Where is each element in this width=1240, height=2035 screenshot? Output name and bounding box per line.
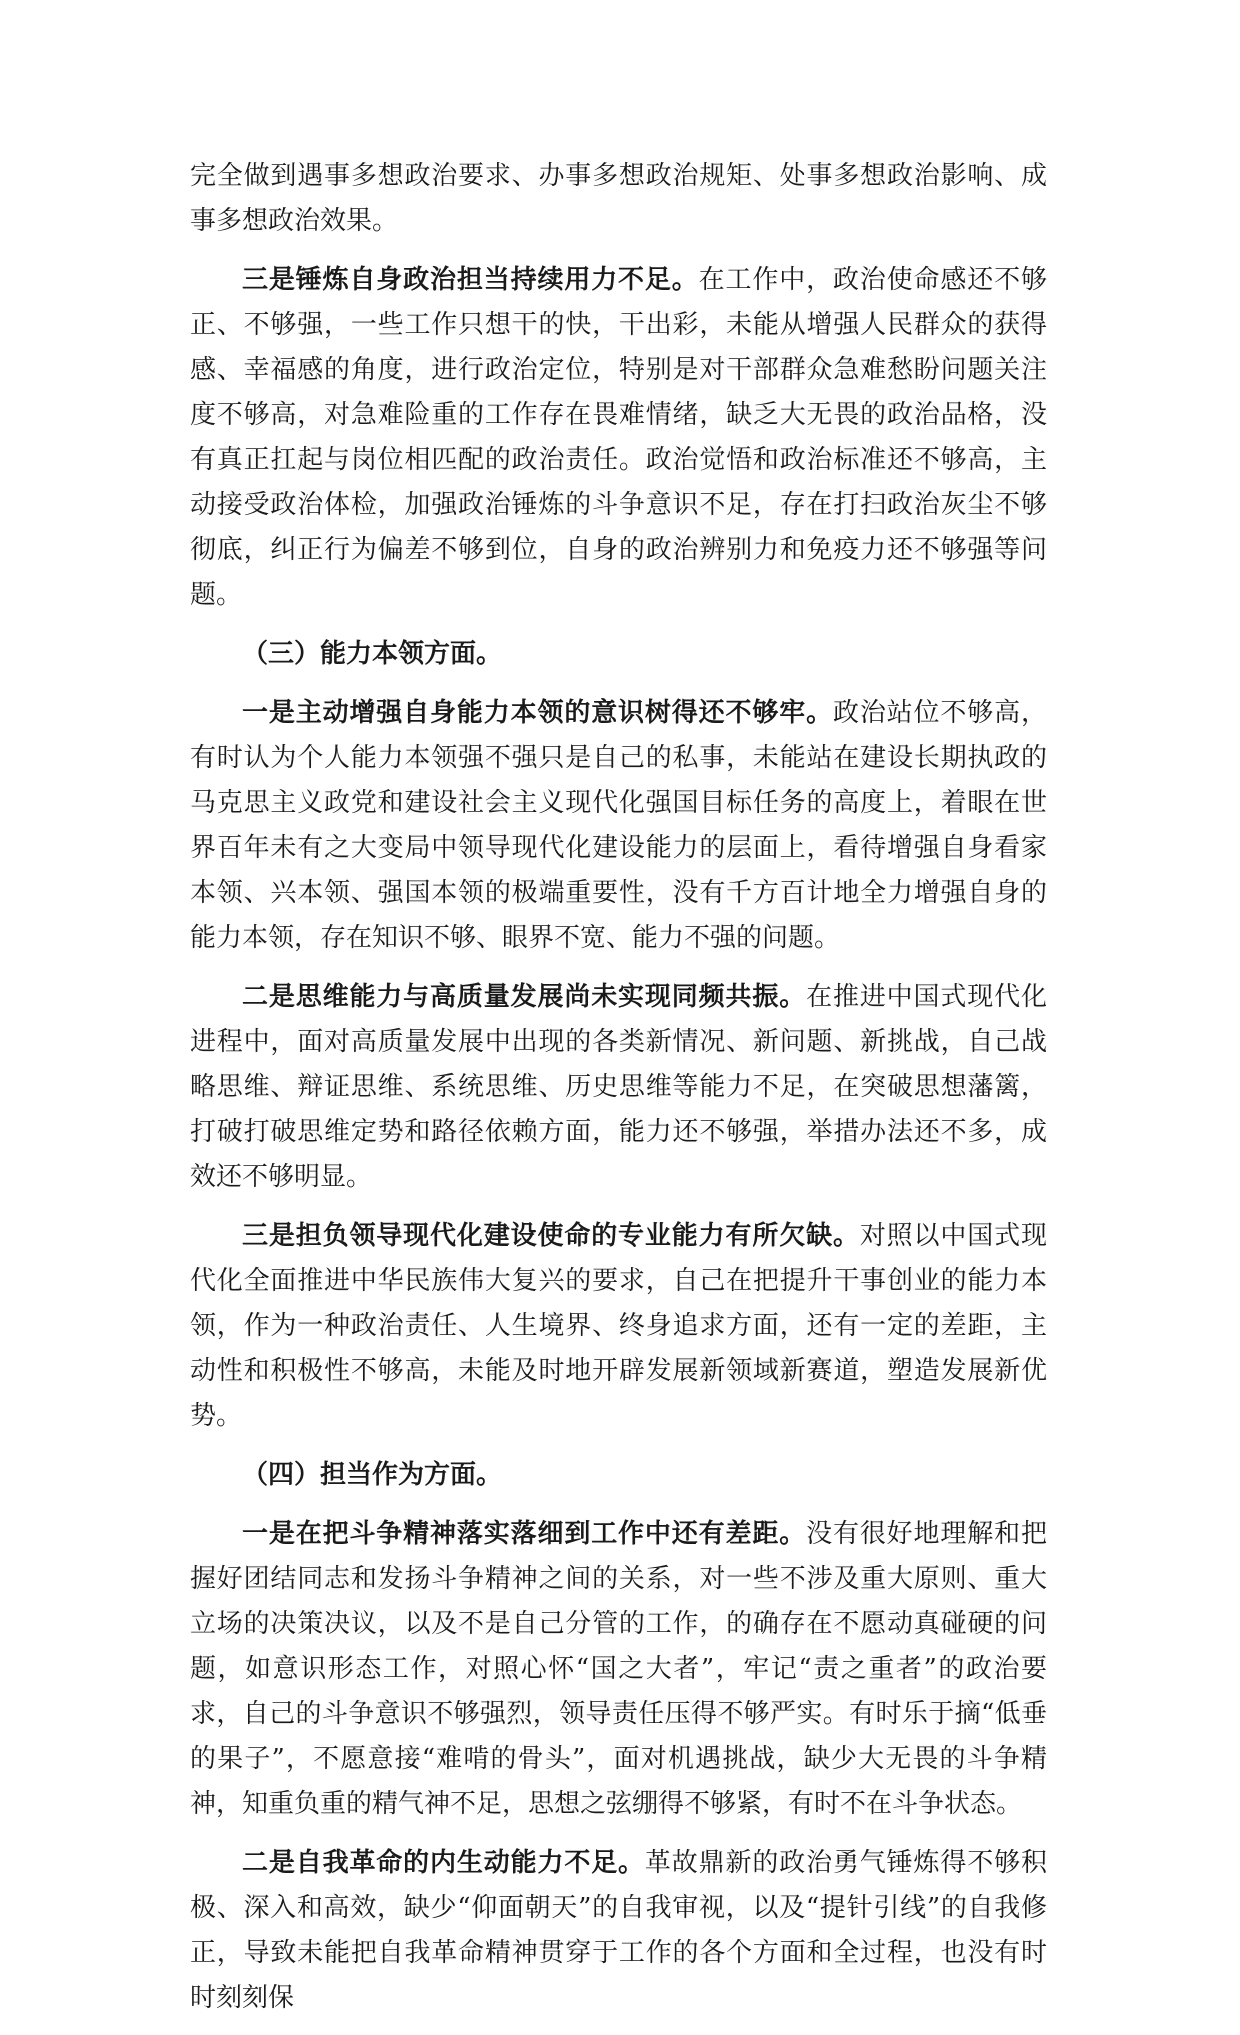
- paragraph-professional-ability: [190, 1214, 1047, 1439]
- document-body: [190, 154, 1047, 2035]
- paragraph-thinking-ability: [190, 975, 1047, 1200]
- paragraph-lead: 三是担负领导现代化建设使命的专业能力有所欠缺。: [242, 1221, 860, 1251]
- paragraph-lead: 一是在把斗争精神落实落细到工作中还有差距。: [242, 1519, 807, 1549]
- paragraph-lead: 二是自我革命的内生动能力不足。: [242, 1848, 645, 1878]
- paragraph-text: 没有很好地理解和把握好团结同志和发扬斗争精神之间的关系，对一些不涉及重大原则、重大立场的决策决议，以及不是自己分管的工作，的确存在不愿动真碰硬的问题，如意识形态工作，对照心怀“国之大者”，牢记“责之重者”的政治要求，自己的斗争意识不够强烈，领导责任压得不够严实。有时乐于摘“低垂的果子”，不愿意接“难啃的骨头”，面对机遇挑战，缺少大无畏的斗争精神，知重负重的精气神不足，思想之弦绷得不够紧，有时不在斗争状态。: [190, 1519, 1047, 1819]
- paragraph-lead: 二是思维能力与高质量发展尚未实现同频共振。: [242, 982, 807, 1012]
- section-heading-responsibility: （四）担当作为方面。: [242, 1460, 503, 1490]
- section-heading-ability: （三）能力本领方面。: [242, 639, 503, 669]
- paragraph-political-responsibility: [190, 258, 1047, 618]
- paragraph-text: 革故鼎新的政治勇气锤炼得不够积极、深入和高效，缺少“仰面朝天”的自我审视，以及“提针引线”的自我修正，导致未能把自我革命精神贯穿于工作的各个方面和全过程，也没有时时刻刻保: [190, 1848, 1047, 2013]
- paragraph-lead: 三是锤炼自身政治担当持续用力不足。: [242, 265, 699, 295]
- paragraph-ability-awareness: [190, 691, 1047, 961]
- paragraph-continued: [190, 154, 1047, 244]
- paragraph-text: 对照以中国式现代化全面推进中华民族伟大复兴的要求，自己在把提升干事创业的能力本领，作为一种政治责任、人生境界、终身追求方面，还有一定的差距，主动性和积极性不够高，未能及时地开辟发展新领域新赛道，塑造发展新优势。: [190, 1221, 1047, 1431]
- paragraph-text: 政治站位不够高，有时认为个人能力本领强不强只是自己的私事，未能站在建设长期执政的马克思主义政党和建设社会主义现代化强国目标任务的高度上，着眼在世界百年未有之大变局中领导现代化建设能力的层面上，看待增强自身看家本领、兴本领、强国本领的极端重要性，没有千方百计地全力增强自身的能力本领，存在知识不够、眼界不宽、能力不强的问题。: [190, 698, 1047, 953]
- paragraph-lead: 一是主动增强自身能力本领的意识树得还不够牢。: [242, 698, 833, 728]
- paragraph-text: 完全做到遇事多想政治要求、办事多想政治规矩、处事多想政治影响、成事多想政治效果。: [190, 161, 1047, 236]
- paragraph-text: 在工作中，政治使命感还不够正、不够强，一些工作只想干的快，干出彩，未能从增强人民群众的获得感、幸福感的角度，进行政治定位，特别是对干部群众急难愁盼问题关注度不够高，对急难险重的工作存在畏难情绪，缺乏大无畏的政治品格，没有真正扛起与岗位相匹配的政治责任。政治觉悟和政治标准还不够高，主动接受政治体检，加强政治锤炼的斗争意识不足，存在打扫政治灰尘不够彻底，纠正行为偏差不够到位，自身的政治辨别力和免疫力还不够强等问题。: [190, 265, 1047, 610]
- paragraph-struggle-spirit: [190, 1512, 1047, 1827]
- paragraph-text: 在推进中国式现代化进程中，面对高质量发展中出现的各类新情况、新问题、新挑战，自己战略思维、辩证思维、系统思维、历史思维等能力不足，在突破思想藩篱，打破打破思维定势和路径依赖方面，能力还不够强，举措办法还不多，成效还不够明显。: [190, 982, 1047, 1192]
- paragraph-self-revolution: [190, 1841, 1047, 2021]
